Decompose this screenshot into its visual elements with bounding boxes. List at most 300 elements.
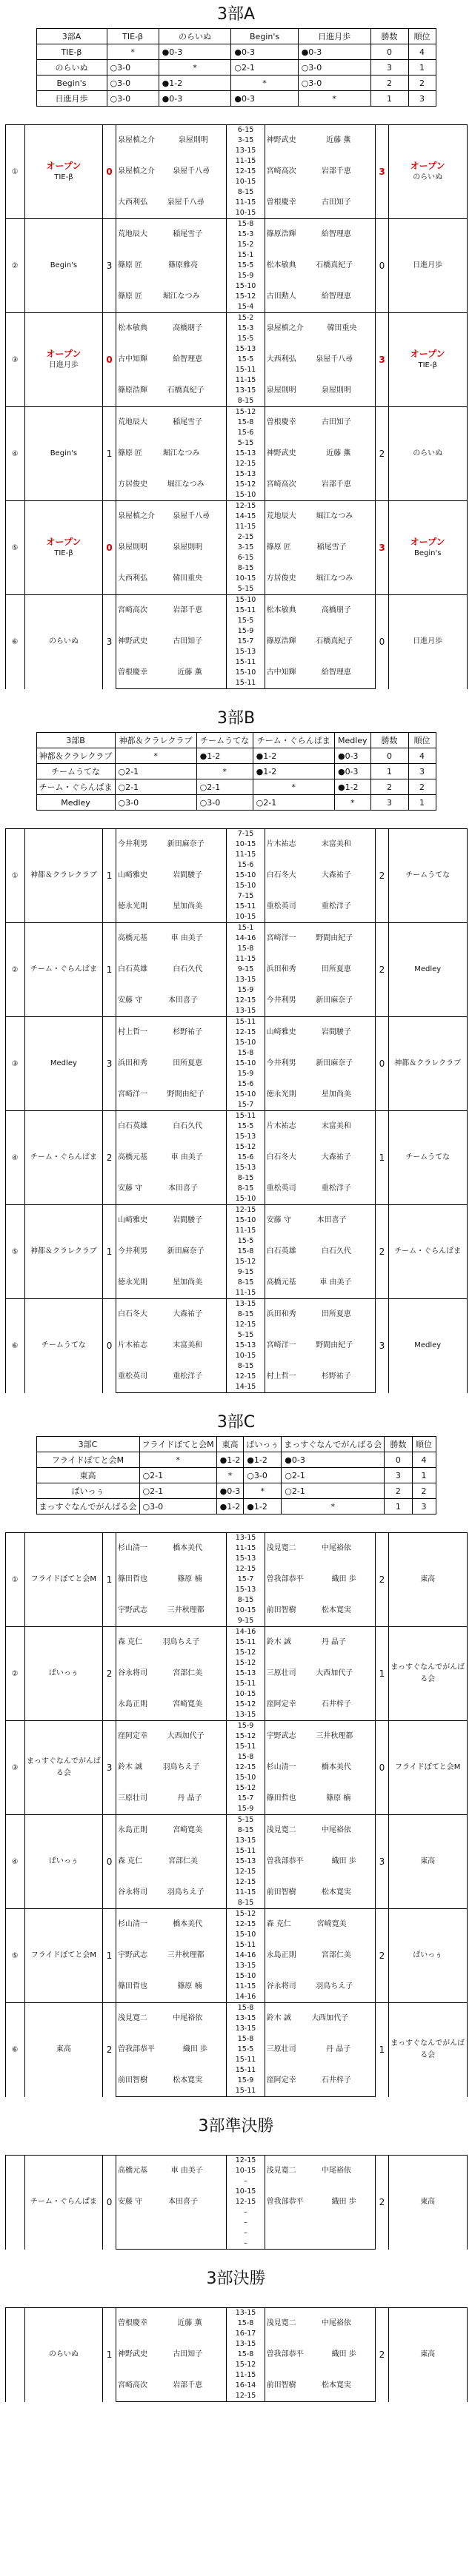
game-score: 12-15: [235, 167, 256, 175]
right-pair: [265, 2045, 375, 2055]
player-row: [116, 1668, 226, 1679]
game-row: [227, 2308, 264, 2318]
right-pair: [265, 1637, 375, 1648]
game-score: 15-11: [235, 679, 256, 687]
game-row: [227, 1710, 264, 1720]
player-name: 大西利弘: [266, 355, 296, 363]
game-row: [227, 1606, 264, 1616]
game-row: [227, 1361, 264, 1372]
player-name: 浅見寛二: [266, 2319, 296, 2327]
player-name: 宮崎高次: [266, 480, 296, 489]
game-score: 15-5: [237, 261, 254, 269]
game-row: [227, 250, 264, 261]
game-score: 9-15: [237, 965, 254, 973]
right-pair: [265, 1856, 375, 1867]
left-players: [116, 407, 226, 439]
game-score: 15-10: [235, 596, 256, 604]
right-players: [265, 1111, 375, 1143]
game-list: [227, 1079, 264, 1110]
game-score: 15-13: [235, 648, 256, 656]
game-scores: [227, 1689, 265, 1721]
game-row: [227, 1533, 264, 1543]
player-name: 泉屋千八尋: [316, 355, 353, 363]
result-cell: ●0-3: [334, 764, 370, 779]
player-name: 高橋元基: [117, 1153, 147, 1161]
player-name: 篠田哲也: [266, 1794, 296, 1802]
player-name: 中尾裕依: [321, 2319, 351, 2327]
game-row: [227, 1700, 264, 1710]
game-row: [227, 281, 264, 292]
game-score: –: [244, 2229, 247, 2237]
left-players: [116, 2339, 226, 2370]
player-name: 星加尚美: [173, 902, 203, 910]
game-score: 15-8: [237, 2319, 254, 2327]
right-pair: [265, 511, 375, 522]
game-list: [227, 1721, 264, 1752]
player-name: 韓田重央: [173, 574, 203, 583]
left-team: [24, 1299, 103, 1393]
game-row: [227, 1961, 264, 1971]
left-players: [116, 125, 226, 157]
player-name: 村上哲一: [266, 1372, 296, 1381]
right-pair: [265, 1341, 375, 1351]
game-list: [227, 860, 264, 891]
match-table: [5, 124, 468, 689]
player-name: 今井利男: [266, 1059, 296, 1067]
left-pair: [116, 2349, 226, 2360]
player-name: 永島正則: [117, 1826, 147, 1834]
player-name: 浜田和秀: [117, 1059, 147, 1067]
player-row: [265, 2076, 375, 2086]
left-pair: [116, 1247, 226, 1257]
player-name: 稲尾雪子: [173, 230, 203, 238]
player-name: 泉屋槙之介: [117, 512, 155, 520]
player-name: 野間由紀子: [316, 1341, 353, 1349]
match-number: [5, 2156, 24, 2250]
game-score: 14-16: [235, 1951, 256, 1959]
player-name: 車 由美子: [170, 1153, 203, 1161]
game-row: [227, 1804, 264, 1814]
game-scores: [227, 407, 265, 439]
game-list: [227, 281, 264, 312]
player-row: [265, 2166, 375, 2176]
game-row: [227, 2370, 264, 2381]
game-row: [227, 1940, 264, 1951]
standings-row: [36, 764, 436, 779]
game-score: 15-8: [237, 220, 254, 228]
open-label: オープン: [46, 537, 82, 547]
player-row: [265, 1153, 375, 1163]
left-players: [116, 1689, 226, 1721]
player-row: [265, 1372, 375, 1382]
game-score: 15-10: [235, 1931, 256, 1939]
game-row: [227, 459, 264, 469]
game-scores: [227, 2339, 265, 2370]
right-players: [265, 2370, 375, 2402]
player-name: 給智理恵: [321, 230, 351, 238]
team-name: フライドぼてと会M: [36, 1452, 139, 1468]
right-pair: [265, 449, 375, 459]
game-scores: [227, 156, 265, 187]
game-row: [227, 860, 264, 871]
player-name: 浜田和秀: [266, 965, 296, 973]
game-row: [227, 1836, 264, 1846]
player-name: 丹 晶子: [326, 2045, 351, 2053]
right-pair: [265, 637, 375, 647]
player-row: [116, 1027, 226, 1038]
game-row: [227, 2329, 264, 2339]
player-name: 橋本美代: [173, 1920, 203, 1928]
game-list: [227, 1142, 264, 1173]
player-row: [265, 323, 375, 334]
game-row: [227, 891, 264, 902]
right-pair: [265, 261, 375, 271]
result-cell: ●0-3: [334, 748, 370, 764]
right-team-name: のらいぬ: [413, 449, 443, 457]
game-row: [227, 1372, 264, 1382]
game-row: [227, 1721, 264, 1731]
game-score: 15-8: [237, 1753, 254, 1761]
game-scores: [227, 1658, 265, 1689]
game-row: [227, 1163, 264, 1173]
player-row: [265, 511, 375, 522]
player-row: [116, 543, 226, 553]
left-players: [116, 501, 226, 533]
player-row: [116, 1700, 226, 1710]
left-players: [116, 344, 226, 375]
game-score: 15-7: [237, 1575, 254, 1583]
left-pair: [116, 1700, 226, 1710]
game-score: 15-11: [235, 1680, 256, 1688]
game-score: 15-13: [235, 1341, 256, 1349]
game-score: 3-15: [237, 543, 254, 551]
player-name: [320, 2228, 375, 2238]
match-pair-row: [5, 1721, 467, 1753]
game-score: 15-11: [235, 902, 256, 910]
right-players: [265, 1752, 375, 1783]
player-name: 織田 歩: [331, 1575, 356, 1583]
game-row: [227, 480, 264, 490]
left-pair: [116, 1309, 226, 1320]
player-row: [116, 2013, 226, 2024]
player-name: 韓田重央: [327, 324, 357, 332]
left-pair: [116, 902, 226, 912]
game-list: [227, 626, 264, 657]
standings-header-cell: 3部C: [36, 1437, 139, 1452]
player-row: [116, 996, 226, 1006]
match-number: ②: [5, 923, 24, 1017]
match-pair-row: [5, 2003, 467, 2035]
game-score: 15-6: [237, 861, 254, 869]
game-scores: [227, 954, 265, 985]
match-pair-row: [5, 1815, 467, 1847]
game-scores: [227, 281, 265, 313]
right-team: [388, 125, 467, 219]
player-row: [116, 606, 226, 616]
right-score: 3: [376, 1299, 389, 1393]
result-cell: ●0-3: [159, 44, 231, 60]
player-name: 安藤 守: [117, 2198, 143, 2206]
player-name: 荒地辰大: [117, 230, 147, 238]
team-name: まっすぐなんでがんばる会: [36, 1499, 139, 1515]
left-pair: [116, 1606, 226, 1616]
result-cell: ●0-3: [231, 44, 298, 60]
game-row: [227, 386, 264, 396]
player-name: 古田知子: [321, 198, 351, 207]
player-name: 泉屋則明: [321, 386, 351, 395]
right-pair: [265, 167, 375, 177]
player-row: [116, 1919, 226, 1930]
right-players: [265, 1079, 375, 1111]
game-scores: [227, 2187, 265, 2218]
game-score: 15-3: [237, 324, 254, 332]
player-name: 前田智樹: [266, 2381, 296, 2389]
player-name: 徳永光則: [117, 902, 147, 910]
player-row: [265, 1637, 375, 1648]
right-pair: [265, 543, 375, 553]
player-row: [265, 229, 375, 240]
game-row: [227, 1919, 264, 1930]
right-players: [265, 344, 375, 375]
player-name: 篠原 楠: [177, 1982, 202, 1990]
right-score: 2: [376, 2308, 389, 2402]
rank: 2: [408, 76, 436, 91]
game-scores: [227, 1111, 265, 1143]
game-score: 6-15: [237, 126, 254, 134]
player-name: 新田麻奈子: [167, 1247, 205, 1255]
game-score: 11-15: [235, 851, 256, 859]
player-name: 稲尾雪子: [173, 418, 203, 426]
player-row: [116, 511, 226, 522]
player-row: [265, 1059, 375, 1069]
game-row: [227, 1679, 264, 1689]
left-players: [116, 1361, 226, 1393]
player-name: 稲尾雪子: [316, 543, 347, 551]
player-name: 堀江なつみ: [162, 292, 200, 301]
left-players: [116, 1752, 226, 1783]
right-pair: [265, 1668, 375, 1679]
right-pair: [265, 1825, 375, 1836]
player-row: [265, 933, 375, 944]
result-cell: *: [244, 1483, 282, 1499]
player-name: 杉山清一: [117, 1544, 147, 1552]
wins-count: 2: [370, 76, 408, 91]
game-score: 12-15: [235, 502, 256, 510]
game-row: [227, 156, 264, 167]
game-scores: [227, 595, 265, 627]
player-name: 篠原 楠: [177, 1575, 202, 1583]
player-name: 星加尚美: [173, 1278, 203, 1287]
game-list: [227, 250, 264, 281]
game-score: 15-8: [237, 2004, 254, 2012]
player-name: 新田麻奈子: [316, 996, 353, 1004]
standings-header-row: [36, 29, 436, 44]
left-score: 1: [103, 829, 116, 923]
player-name: 古田勲人: [266, 292, 296, 301]
player-name: 高橋元基: [117, 934, 147, 942]
right-pair: [265, 1278, 375, 1288]
match-pair-row: [5, 313, 467, 345]
result-cell: ●1-2: [253, 764, 334, 779]
game-row: [227, 2238, 264, 2249]
left-players: [116, 375, 226, 407]
match-number: [5, 2308, 24, 2402]
right-pair: [265, 292, 375, 302]
player-name: 宮崎洋一: [117, 1090, 147, 1099]
player-name: 篠原 匠: [266, 543, 291, 551]
wins-count: 0: [370, 748, 408, 764]
result-cell: ○2-1: [253, 795, 334, 811]
right-pair: [265, 2228, 375, 2238]
right-players: [265, 657, 375, 689]
player-name: 宮崎寛美: [173, 1826, 203, 1834]
player-name: 末富美和: [321, 840, 351, 848]
game-score: 15-7: [237, 637, 254, 645]
player-name: 星加尚美: [321, 1090, 351, 1099]
standings-row: [36, 748, 436, 764]
player-name: 杉山清一: [266, 1763, 296, 1771]
game-scores: [227, 891, 265, 923]
game-score: 15-13: [235, 1133, 256, 1141]
game-score: 15-12: [235, 1732, 256, 1740]
game-score: 5-15: [237, 585, 254, 593]
player-name: 宮崎高次: [117, 2381, 147, 2389]
game-row: [227, 198, 264, 208]
left-players: [116, 1815, 226, 1847]
game-scores: [227, 563, 265, 595]
left-pair: [116, 1027, 226, 1038]
right-players: [265, 860, 375, 891]
game-list: [227, 657, 264, 688]
right-players: [265, 1236, 375, 1267]
game-row: [227, 965, 264, 975]
game-score: 15-12: [235, 2361, 256, 2369]
right-team-name: チーム・ぐらんぱま: [394, 1247, 462, 1255]
right-players: [265, 2308, 375, 2340]
game-score: 15-8: [237, 1049, 254, 1057]
left-team-name: フライドぼてと会M: [30, 1575, 97, 1583]
player-name: 宇野武志: [117, 1606, 147, 1614]
game-list: [227, 985, 264, 1016]
match-pair-row: [5, 1111, 467, 1143]
player-name: 篠原 楠: [326, 1794, 351, 1802]
left-team: [24, 1909, 103, 2003]
left-players: [116, 1173, 226, 1205]
result-cell: *: [334, 795, 370, 811]
left-pair: [116, 637, 226, 647]
game-row: [227, 1971, 264, 1982]
game-list: [227, 1361, 264, 1392]
player-name: 丹 晶子: [321, 1638, 347, 1646]
game-scores: [227, 2065, 265, 2097]
player-row: [116, 1247, 226, 1257]
right-pair: [265, 574, 375, 584]
player-name: 石橋真紀子: [316, 637, 353, 645]
standings-header-cell: チーム・ぐらんぱま: [253, 733, 334, 748]
player-name: 篠田哲也: [117, 1982, 147, 1990]
right-players: [265, 1658, 375, 1689]
player-name: 給智理恵: [321, 668, 351, 677]
player-name: 村上哲一: [117, 1028, 147, 1036]
player-name: 松本敏典: [266, 606, 296, 614]
player-name: 杉山清一: [117, 1920, 147, 1928]
right-team-name: 東高: [420, 2198, 436, 2207]
game-row: [227, 1856, 264, 1867]
wins-count: 0: [370, 44, 408, 60]
player-name: 泉屋千八尋: [167, 198, 205, 207]
left-players: [116, 1627, 226, 1659]
match-pair-row: [5, 923, 467, 955]
standings-header-cell: 3部A: [36, 29, 107, 44]
left-score: 2: [103, 1111, 116, 1205]
game-row: [227, 313, 264, 323]
player-name: 山崎雅史: [117, 871, 147, 879]
left-pair: [116, 996, 226, 1006]
game-row: [227, 438, 264, 449]
game-row: [227, 1215, 264, 1226]
player-name: 宮崎寛美: [173, 1700, 203, 1708]
game-scores: [227, 1971, 265, 2003]
game-score: 15-8: [237, 2350, 254, 2358]
game-score: 9-15: [237, 1617, 254, 1625]
match-number: ⑥: [5, 2003, 24, 2097]
player-name: 岩部千恵: [173, 606, 203, 614]
game-score: 12-15: [235, 996, 256, 1004]
left-team-name: Begin's: [50, 261, 78, 269]
game-score: 15-4: [237, 303, 254, 311]
rank: 1: [408, 795, 436, 811]
section-title: 3部A: [216, 5, 256, 24]
right-players: [265, 469, 375, 501]
player-row: [116, 167, 226, 177]
game-score: 15-1: [237, 251, 254, 259]
match-pair-row: [5, 1299, 467, 1331]
right-team-name: ぱいっぅ: [413, 1951, 443, 1959]
game-row: [227, 2197, 264, 2207]
game-row: [227, 563, 264, 574]
game-score: 14-16: [235, 1993, 256, 2001]
player-row: [265, 1825, 375, 1836]
left-pair: [116, 1951, 226, 1961]
left-score: 0: [103, 313, 116, 407]
player-name: 大西加代子: [167, 1732, 205, 1740]
left-team-name: ぱいっぅ: [48, 1669, 79, 1677]
game-score: 10-15: [235, 1606, 256, 1614]
player-name: 前田智樹: [117, 2076, 147, 2084]
standings-header-cell: 順位: [408, 29, 436, 44]
right-pair: [265, 1059, 375, 1069]
game-row: [227, 2318, 264, 2329]
left-pair: [116, 2318, 226, 2329]
right-team: [388, 2003, 467, 2097]
left-players: [116, 2156, 226, 2187]
player-row: [116, 1278, 226, 1288]
left-team: [24, 1627, 103, 1721]
left-pair: [116, 1982, 226, 1992]
game-list: [227, 2187, 264, 2218]
player-name: 神野武史: [117, 637, 147, 645]
player-name: 宮部仁美: [321, 1951, 351, 1959]
game-score: 8-15: [237, 1310, 254, 1318]
game-score: 10-15: [235, 840, 256, 848]
right-team: [388, 1299, 467, 1393]
left-team-name: チーム・ぐらんぱま: [30, 965, 97, 973]
right-score: 2: [376, 1909, 389, 2003]
right-pair: [265, 1215, 375, 1226]
game-score: 15-6: [237, 1080, 254, 1088]
game-score: 12-15: [235, 1372, 256, 1381]
right-team: [388, 219, 467, 313]
